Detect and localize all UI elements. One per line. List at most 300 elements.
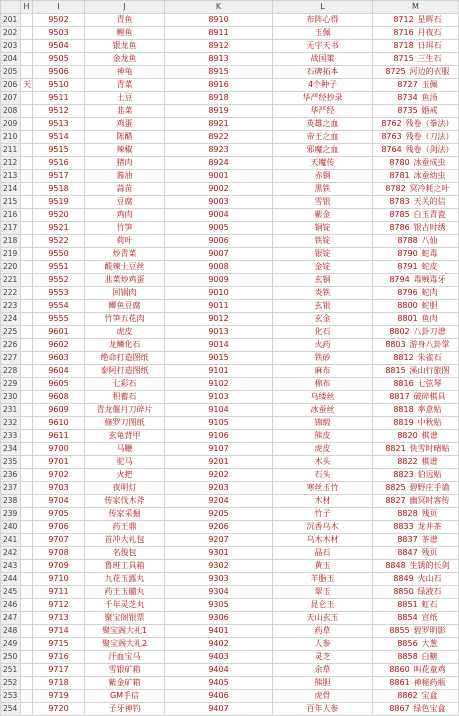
cell-m[interactable] [373,79,459,92]
cell-h[interactable] [21,586,33,599]
row-number[interactable]: 212 [1,157,21,170]
cell-h[interactable] [21,495,33,508]
cell-l[interactable]: 赤铜 [273,170,373,183]
cell-i[interactable]: 9610 [33,417,85,430]
cell-i[interactable]: 9515 [33,144,85,157]
cell-j[interactable]: 猪肉 [85,157,165,170]
row-number[interactable]: 209 [1,118,21,131]
cell-j[interactable]: 修罗刀图纸 [85,417,165,430]
cell-j[interactable]: 炒青菜 [85,248,165,261]
cell-h[interactable] [21,482,33,495]
cell-h[interactable] [21,469,33,482]
row-number[interactable]: 232 [1,417,21,430]
cell-m[interactable] [373,443,459,456]
cell-i[interactable]: 9718 [33,677,85,690]
cell-i[interactable]: 9502 [33,14,85,27]
cell-h[interactable] [21,313,33,326]
cell-h[interactable] [21,118,33,131]
cell-j[interactable]: 蒜苗 [85,183,165,196]
cell-l[interactable]: 黑铁 [273,183,373,196]
cell-m[interactable] [373,703,459,716]
cell-h[interactable]: 天 [21,79,33,92]
cell-k[interactable]: 9101 [165,365,273,378]
cell-k[interactable]: 9407 [165,703,273,716]
cell-l[interactable]: 虎皮 [273,443,373,456]
cell-m[interactable] [373,105,459,118]
cell-j[interactable]: 神龟 [85,66,165,79]
cell-i[interactable]: 9608 [33,391,85,404]
cell-j[interactable]: 金龙鱼 [85,53,165,66]
cell-i[interactable]: 9706 [33,521,85,534]
cell-l[interactable]: 邪魔之血 [273,144,373,157]
row-number[interactable]: 249 [1,638,21,651]
cell-l[interactable]: 华严经 [273,105,373,118]
cell-l[interactable]: 冰蚕丝 [273,404,373,417]
cell-h[interactable] [21,703,33,716]
cell-k[interactable]: 9006 [165,235,273,248]
cell-h[interactable] [21,547,33,560]
cell-l[interactable]: 紫金 [273,209,373,222]
cell-i[interactable]: 9603 [33,352,85,365]
cell-i[interactable]: 9701 [33,456,85,469]
cell-j[interactable]: 韭菜炒鸡蛋 [85,274,165,287]
cell-l[interactable]: 木头 [273,456,373,469]
cell-k[interactable]: 9301 [165,547,273,560]
cell-i[interactable]: 9555 [33,313,85,326]
cell-i[interactable]: 9708 [33,547,85,560]
cell-i[interactable]: 9505 [33,53,85,66]
cell-m[interactable] [373,14,459,27]
cell-i[interactable]: 9716 [33,651,85,664]
cell-k[interactable]: 9203 [165,482,273,495]
cell-k[interactable]: 9007 [165,248,273,261]
cell-m[interactable] [373,638,459,651]
cell-j[interactable]: 首冲大礼包 [85,534,165,547]
cell-m[interactable] [373,508,459,521]
row-number[interactable]: 242 [1,547,21,560]
cell-m[interactable] [373,690,459,703]
row-number[interactable]: 251 [1,664,21,677]
cell-h[interactable] [21,274,33,287]
cell-j[interactable]: 子牙神钓 [85,703,165,716]
row-number[interactable]: 231 [1,404,21,417]
cell-i[interactable]: 9503 [33,27,85,40]
cell-l[interactable]: 战国策 [273,53,373,66]
cell-k[interactable]: 8912 [165,40,273,53]
cell-j[interactable]: 马鞭 [85,443,165,456]
cell-j[interactable]: 驼马 [85,456,165,469]
cell-j[interactable]: 聚宝阁大礼1 [85,625,165,638]
row-number[interactable]: 206 [1,79,21,92]
cell-h[interactable] [21,404,33,417]
row-number[interactable]: 252 [1,677,21,690]
cell-l[interactable]: 帝王之血 [273,131,373,144]
row-number[interactable]: 244 [1,573,21,586]
cell-m[interactable] [373,482,459,495]
cell-l[interactable]: 英雄之血 [273,118,373,131]
cell-l[interactable]: 雪银 [273,196,373,209]
row-number[interactable]: 221 [1,274,21,287]
cell-j[interactable]: 泰阿打造图纸 [85,365,165,378]
cell-h[interactable] [21,27,33,40]
cell-k[interactable]: 9008 [165,261,273,274]
cell-i[interactable]: 9522 [33,235,85,248]
cell-m[interactable] [373,92,459,105]
cell-m[interactable] [373,196,459,209]
cell-l[interactable]: 玉佩 [273,27,373,40]
cell-l[interactable]: 沉香乌木 [273,521,373,534]
cell-m[interactable] [373,313,459,326]
cell-k[interactable]: 8923 [165,144,273,157]
cell-k[interactable]: 9010 [165,287,273,300]
cell-l[interactable]: 4个种子 [273,79,373,92]
cell-m[interactable] [373,274,459,287]
cell-l[interactable]: 天山玄玉 [273,612,373,625]
cell-m[interactable] [373,287,459,300]
cell-k[interactable]: 9202 [165,469,273,482]
cell-k[interactable]: 9015 [165,352,273,365]
row-number[interactable]: 218 [1,235,21,248]
cell-i[interactable]: 9717 [33,664,85,677]
cell-h[interactable] [21,677,33,690]
row-number[interactable]: 225 [1,326,21,339]
cell-k[interactable]: 9303 [165,573,273,586]
cell-h[interactable] [21,40,33,53]
cell-k[interactable]: 9201 [165,456,273,469]
cell-h[interactable] [21,521,33,534]
cell-l[interactable]: 熊皮 [273,430,373,443]
cell-j[interactable]: 九花玉露丸 [85,573,165,586]
cell-l[interactable]: 寒丝玉竹 [273,482,373,495]
row-number[interactable]: 203 [1,40,21,53]
cell-i[interactable]: 9504 [33,40,85,53]
row-number[interactable]: 213 [1,170,21,183]
cell-i[interactable]: 9512 [33,105,85,118]
row-number[interactable]: 253 [1,690,21,703]
cell-h[interactable] [21,443,33,456]
cell-k[interactable]: 9004 [165,209,273,222]
cell-m[interactable] [373,157,459,170]
cell-j[interactable]: 千年灵芝丸 [85,599,165,612]
cell-i[interactable]: 9550 [33,248,85,261]
row-number[interactable]: 234 [1,443,21,456]
cell-i[interactable]: 9709 [33,560,85,573]
cell-m[interactable] [373,469,459,482]
cell-m[interactable] [373,430,459,443]
cell-k[interactable]: 9003 [165,196,273,209]
row-number[interactable]: 246 [1,599,21,612]
cell-i[interactable]: 9519 [33,196,85,209]
cell-j[interactable]: 七彩石 [85,378,165,391]
cell-l[interactable]: 竹子 [273,508,373,521]
cell-j[interactable]: 酱油 [85,170,165,183]
cell-k[interactable]: 9305 [165,599,273,612]
cell-k[interactable]: 8921 [165,118,273,131]
cell-m[interactable] [373,677,459,690]
cell-l[interactable]: 熊胆 [273,677,373,690]
cell-i[interactable]: 9702 [33,469,85,482]
cell-l[interactable]: 昆仑玉 [273,599,373,612]
cell-i[interactable]: 9552 [33,274,85,287]
cell-m[interactable] [373,534,459,547]
cell-m[interactable] [373,40,459,53]
cell-l[interactable]: 晶石 [273,547,373,560]
row-number[interactable]: 204 [1,53,21,66]
cell-k[interactable]: 9107 [165,443,273,456]
cell-j[interactable]: 韭菜 [85,105,165,118]
cell-k[interactable]: 9012 [165,313,273,326]
row-number[interactable]: 223 [1,300,21,313]
cell-m[interactable] [373,365,459,378]
row-number[interactable]: 237 [1,482,21,495]
cell-h[interactable] [21,66,33,79]
cell-h[interactable] [21,430,33,443]
cell-m[interactable] [373,66,459,79]
cell-h[interactable] [21,339,33,352]
cell-m[interactable] [373,417,459,430]
cell-m[interactable] [373,235,459,248]
cell-k[interactable]: 9013 [165,326,273,339]
cell-k[interactable]: 8918 [165,92,273,105]
row-number[interactable]: 228 [1,365,21,378]
cell-h[interactable] [21,92,33,105]
cell-l[interactable]: 棉布 [273,378,373,391]
cell-m[interactable] [373,599,459,612]
row-number[interactable]: 224 [1,313,21,326]
cell-k[interactable]: 9001 [165,170,273,183]
cell-j[interactable]: 鲁班工具箱 [85,560,165,573]
cell-k[interactable]: 9204 [165,495,273,508]
cell-j[interactable]: 名俊包 [85,547,165,560]
row-number[interactable]: 214 [1,183,21,196]
cell-k[interactable]: 9205 [165,508,273,521]
row-number[interactable]: 250 [1,651,21,664]
cell-h[interactable] [21,417,33,430]
cell-i[interactable]: 9712 [33,599,85,612]
cell-m[interactable] [373,27,459,40]
cell-k[interactable]: 9005 [165,222,273,235]
cell-j[interactable]: 绝命打造图纸 [85,352,165,365]
cell-i[interactable]: 9713 [33,612,85,625]
cell-k[interactable]: 9102 [165,378,273,391]
row-number[interactable]: 229 [1,378,21,391]
cell-h[interactable] [21,222,33,235]
cell-k[interactable]: 9207 [165,534,273,547]
cell-j[interactable]: 荷叶 [85,235,165,248]
cell-k[interactable]: 9304 [165,586,273,599]
cell-l[interactable]: 布阵心得 [273,14,373,27]
cell-l[interactable]: 石碑拓本 [273,66,373,79]
cell-j[interactable]: 虎皮 [85,326,165,339]
cell-l[interactable]: 锦缎 [273,417,373,430]
cell-j[interactable]: 雪银矿箱 [85,664,165,677]
cell-k[interactable]: 8915 [165,66,273,79]
cell-i[interactable]: 9715 [33,638,85,651]
cell-j[interactable]: 回锅肉 [85,287,165,300]
cell-l[interactable]: 石头 [273,469,373,482]
cell-i[interactable]: 9551 [33,261,85,274]
cell-i[interactable]: 9711 [33,586,85,599]
cell-l[interactable]: 化石 [273,326,373,339]
cell-l[interactable]: 木材 [273,495,373,508]
cell-m[interactable] [373,456,459,469]
cell-j[interactable]: 竹笋五花肉 [85,313,165,326]
cell-h[interactable] [21,105,33,118]
cell-h[interactable] [21,170,33,183]
cell-h[interactable] [21,599,33,612]
cell-k[interactable]: 8922 [165,131,273,144]
row-number[interactable]: 243 [1,560,21,573]
cell-m[interactable] [373,547,459,560]
cell-l[interactable]: 余草 [273,664,373,677]
cell-i[interactable]: 9705 [33,508,85,521]
cell-l[interactable]: 虎骨 [273,690,373,703]
cell-l[interactable]: 炎铁 [273,287,373,300]
cell-i[interactable]: 9704 [33,495,85,508]
cell-h[interactable] [21,53,33,66]
cell-j[interactable]: 鸡肉 [85,209,165,222]
cell-j[interactable]: 竹笋 [85,222,165,235]
cell-j[interactable]: 聚宝阁大礼2 [85,638,165,651]
row-number[interactable]: 205 [1,66,21,79]
cell-h[interactable] [21,248,33,261]
cell-h[interactable] [21,235,33,248]
cell-l[interactable]: 铁锭 [273,235,373,248]
cell-h[interactable] [21,378,33,391]
cell-j[interactable]: 豆腐 [85,196,165,209]
cell-l[interactable]: 药草 [273,625,373,638]
cell-k[interactable]: 9014 [165,339,273,352]
cell-l[interactable]: 天魔传 [273,157,373,170]
cell-j[interactable]: 鲫鱼豆腐 [85,300,165,313]
cell-j[interactable]: 银龙鱼 [85,40,165,53]
row-number[interactable]: 241 [1,534,21,547]
cell-m[interactable] [373,521,459,534]
cell-m[interactable] [373,326,459,339]
cell-m[interactable] [373,131,459,144]
cell-k[interactable]: 9011 [165,300,273,313]
cell-k[interactable]: 9104 [165,404,273,417]
cell-k[interactable]: 9302 [165,560,273,573]
cell-j[interactable]: GM手信 [85,690,165,703]
cell-j[interactable]: 传家采掘 [85,508,165,521]
cell-l[interactable]: 玄铜 [273,274,373,287]
cell-k[interactable]: 9206 [165,521,273,534]
cell-k[interactable]: 9009 [165,274,273,287]
cell-h[interactable] [21,183,33,196]
row-number[interactable]: 202 [1,27,21,40]
cell-j[interactable]: 陈醋 [85,131,165,144]
row-number[interactable]: 230 [1,391,21,404]
row-number[interactable]: 207 [1,92,21,105]
cell-i[interactable]: 9707 [33,534,85,547]
cell-i[interactable]: 9517 [33,170,85,183]
cell-j[interactable]: 夜明灯 [85,482,165,495]
row-number[interactable]: 248 [1,625,21,638]
cell-i[interactable]: 9602 [33,339,85,352]
cell-l[interactable]: 人参 [273,638,373,651]
cell-i[interactable]: 9700 [33,443,85,456]
cell-h[interactable] [21,131,33,144]
cell-m[interactable] [373,625,459,638]
cell-l[interactable]: 铜锭 [273,222,373,235]
cell-k[interactable]: 8910 [165,14,273,27]
cell-m[interactable] [373,378,459,391]
row-number[interactable]: 245 [1,586,21,599]
cell-h[interactable] [21,196,33,209]
cell-i[interactable]: 9514 [33,131,85,144]
cell-j[interactable]: 聚宝阁银票 [85,612,165,625]
cell-i[interactable]: 9511 [33,92,85,105]
cell-l[interactable]: 麻布 [273,365,373,378]
cell-m[interactable] [373,560,459,573]
row-number[interactable]: 201 [1,14,21,27]
cell-m[interactable] [373,391,459,404]
cell-i[interactable]: 9506 [33,66,85,79]
cell-i[interactable]: 9518 [33,183,85,196]
cell-h[interactable] [21,638,33,651]
cell-i[interactable]: 9609 [33,404,85,417]
row-number[interactable]: 247 [1,612,21,625]
cell-j[interactable]: 药王鼎 [85,521,165,534]
cell-k[interactable]: 8919 [165,105,273,118]
cell-k[interactable]: 9106 [165,430,273,443]
cell-k[interactable]: 8916 [165,79,273,92]
row-number[interactable]: 215 [1,196,21,209]
cell-j[interactable]: 紫金矿箱 [85,677,165,690]
cell-m[interactable] [373,261,459,274]
cell-j[interactable]: 汗血宝马 [85,651,165,664]
row-number[interactable]: 208 [1,105,21,118]
row-number[interactable]: 217 [1,222,21,235]
column-header-k[interactable]: K [165,1,273,14]
cell-i[interactable]: 9601 [33,326,85,339]
cell-j[interactable]: 青菜 [85,79,165,92]
cell-m[interactable] [373,495,459,508]
cell-i[interactable]: 9554 [33,300,85,313]
cell-m[interactable] [373,300,459,313]
cell-i[interactable]: 9710 [33,573,85,586]
cell-k[interactable]: 8911 [165,27,273,40]
cell-j[interactable]: 龙鳞化石 [85,339,165,352]
cell-h[interactable] [21,651,33,664]
cell-i[interactable]: 9521 [33,222,85,235]
cell-m[interactable] [373,352,459,365]
cell-j[interactable]: 鲤鱼 [85,27,165,40]
cell-i[interactable]: 9611 [33,430,85,443]
cell-l[interactable]: 铁砂 [273,352,373,365]
cell-m[interactable] [373,222,459,235]
cell-h[interactable] [21,664,33,677]
cell-h[interactable] [21,144,33,157]
row-number[interactable]: 210 [1,131,21,144]
row-number[interactable]: 235 [1,456,21,469]
cell-i[interactable]: 9510 [33,79,85,92]
cell-l[interactable]: 黄玉 [273,560,373,573]
cell-l[interactable]: 火药 [273,339,373,352]
cell-j[interactable]: 青龙偃月刀碎片 [85,404,165,417]
cell-h[interactable] [21,560,33,573]
cell-i[interactable]: 9513 [33,118,85,131]
cell-j[interactable]: 辣椒 [85,144,165,157]
cell-m[interactable] [373,183,459,196]
cell-l[interactable]: 玄银 [273,300,373,313]
select-all-corner[interactable] [1,1,21,14]
cell-h[interactable] [21,690,33,703]
cell-i[interactable]: 9520 [33,209,85,222]
cell-i[interactable]: 9605 [33,378,85,391]
row-number[interactable]: 227 [1,352,21,365]
